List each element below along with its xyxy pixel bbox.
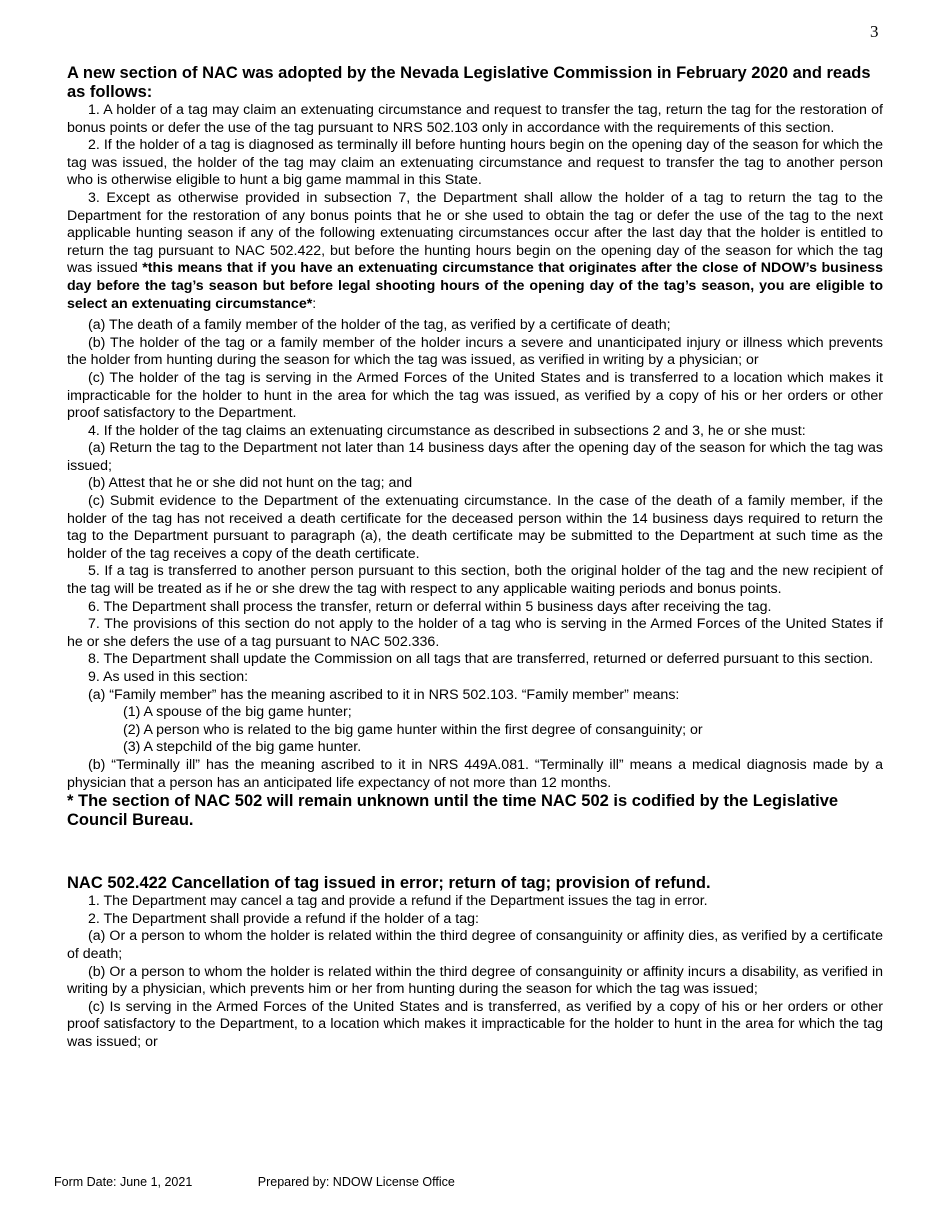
subsection-9a-3: (3) A stepchild of the big game hunter. bbox=[123, 739, 362, 756]
subsection-9a-1: (1) A spouse of the big game hunter; bbox=[123, 704, 352, 721]
nac-subsection-2b: (b) Or a person to whom the holder is related within the third degree of consanguinity or affinity incurs a disability, as verified in writing by a physician, which prevents him or her from hunting during the season for which the tag was issued; bbox=[67, 963, 883, 998]
subsection-9: 9. As used in this section: bbox=[88, 669, 249, 685]
nac-subsection-2a: (a) Or a person to whom the holder is related within the third degree of consanguinity or affinity dies, as verified by a certificate of death; bbox=[67, 928, 883, 962]
subsection-9b: (b) “Terminally ill” has the meaning ascribed to it in NRS 449A.081. “Terminally ill” means a medical diagnosis made by a physician that a person has an anticipated life expectancy of not more than 12 months. bbox=[67, 756, 883, 791]
subsection-4: 4. If the holder of the tag claims an extenuating circumstance as described in subsections 2 and 3, he or she must: bbox=[88, 422, 806, 439]
subsection-4c: (c) Submit evidence to the Department of the extenuating circumstance. In the case of the death of a family member, if the holder of the tag has not received a death certificate for the deceased person within the 14 business days required to return the tag to the Department pursuant to paragraph (a), the death certificate may be submitted to the Department at such time as the holder of the tag receives a copy of the death certificate. bbox=[67, 493, 883, 562]
subsection-3a: (a) The death of a family member of the holder of the tag, as verified by a certificate of death; bbox=[88, 317, 671, 334]
subsection-5: 5. If a tag is transferred to another person pursuant to this section, both the original holder of the tag and the new recipient of the tag will be treated as if he or she drew the tag with respect to any applicable waiting periods and bonus points. bbox=[67, 563, 883, 598]
nac-subsection-2c: (c) Is serving in the Armed Forces of the United States and is transferred, as verified by a copy of his or her orders or other proof satisfactory to the Department, to a location which makes it impracticable for the holder to hunt in the area for which the tag was issued; or bbox=[67, 998, 883, 1050]
page-footer bbox=[54, 1175, 455, 1189]
subsection-3-text: 3. Except as otherwise provided in subsection 7, the Department shall allow the holder of a tag to return the tag to the Department for the restoration of any bonus points that he or she used to obtain the tag or defer the use of the tag to the next applicable hunting season if any of the following extenuating circumstances occur after the last day that the holder is entitled to return the tag pursuant to NAC 502.422, but before the hunting hours begin on the opening day of the season for which the tag was issued bbox=[67, 189, 883, 277]
subsection-3b: (b) The holder of the tag or a family member of the holder incurs a severe and unanticipated injury or illness which prevents the holder from hunting during the season for which the tag was issued, as verified in writing by a physician; or bbox=[67, 334, 883, 369]
codification-note: * The section of NAC 502 will remain unknown until the time NAC 502 is codified by the Legislative Council Bureau. bbox=[67, 792, 839, 830]
subsection-9a: (a) “Family member” has the meaning ascribed to it in NRS 502.103. “Family member” means: bbox=[88, 686, 680, 703]
subsection-3-emphasis: *this means that if you have an extenuating circumstance that originates after the close of NDOW’s business day before the tag’s season but before legal shooting hours of the opening day of the tag’s season, you are eligible to select an extenuating circumstance* bbox=[67, 260, 883, 312]
form-date: Form Date: June 1, 2021 bbox=[54, 1175, 193, 1189]
nac-502-422-heading: NAC 502.422 Cancellation of tag issued in error; return of tag; provision of refund. bbox=[67, 874, 711, 893]
subsection-3 bbox=[67, 190, 883, 313]
page-number: 3 bbox=[870, 22, 879, 41]
subsection-1: 1. A holder of a tag may claim an extenuating circumstance and request to transfer the tag, return the tag for the restoration of bonus points or defer the use of the tag pursuant to NRS 502.103 only in accordance with the requirements of this section. bbox=[67, 102, 883, 136]
subsection-9a-2: (2) A person who is related to the big game hunter within the first degree of consanguinity; or bbox=[123, 721, 703, 738]
nac-subsection-1: 1. The Department may cancel a tag and provide a refund if the Department issues the tag in error. bbox=[88, 893, 708, 910]
subsection-2: 2. If the holder of a tag is diagnosed as terminally ill before hunting hours begin on the opening day of the season for which the tag was issued, the holder of the tag may claim an extenuating circumstance and request to transfer the tag to another person who is otherwise eligible to hunt a big game mammal in this State. bbox=[67, 137, 883, 189]
subsection-8: 8. The Department shall update the Commission on all tags that are transferred, returned or deferred pursuant to this section. bbox=[88, 651, 874, 668]
subsection-6: 6. The Department shall process the transfer, return or deferral within 5 business days after receiving the tag. bbox=[88, 598, 772, 615]
subsection-4b: (b) Attest that he or she did not hunt on the tag; and bbox=[88, 475, 413, 492]
prepared-by: Prepared by: NDOW License Office bbox=[257, 1175, 455, 1189]
subsection-4a: (a) Return the tag to the Department not later than 14 business days after the opening day of the season for which the tag was issued; bbox=[67, 440, 883, 474]
subsection-3-end: : bbox=[312, 295, 317, 312]
document-body bbox=[67, 64, 883, 1052]
subsection-3c: (c) The holder of the tag is serving in the Armed Forces of the United States and is transferred to a location which makes it impracticable for the holder to hunt in the area for which the tag was issued, as verified by a copy of his or her orders or other proof satisfactory to the Department. bbox=[67, 369, 883, 422]
nac-subsection-2: 2. The Department shall provide a refund if the holder of a tag: bbox=[88, 910, 479, 927]
section-heading: A new section of NAC was adopted by the Nevada Legislative Commission in February 2020 and reads as follows: bbox=[67, 64, 871, 101]
subsection-7: 7. The provisions of this section do not apply to the holder of a tag who is serving in the Armed Forces of the United States if he or she defers the use of a tag pursuant to NAC 502.336. bbox=[67, 616, 883, 650]
